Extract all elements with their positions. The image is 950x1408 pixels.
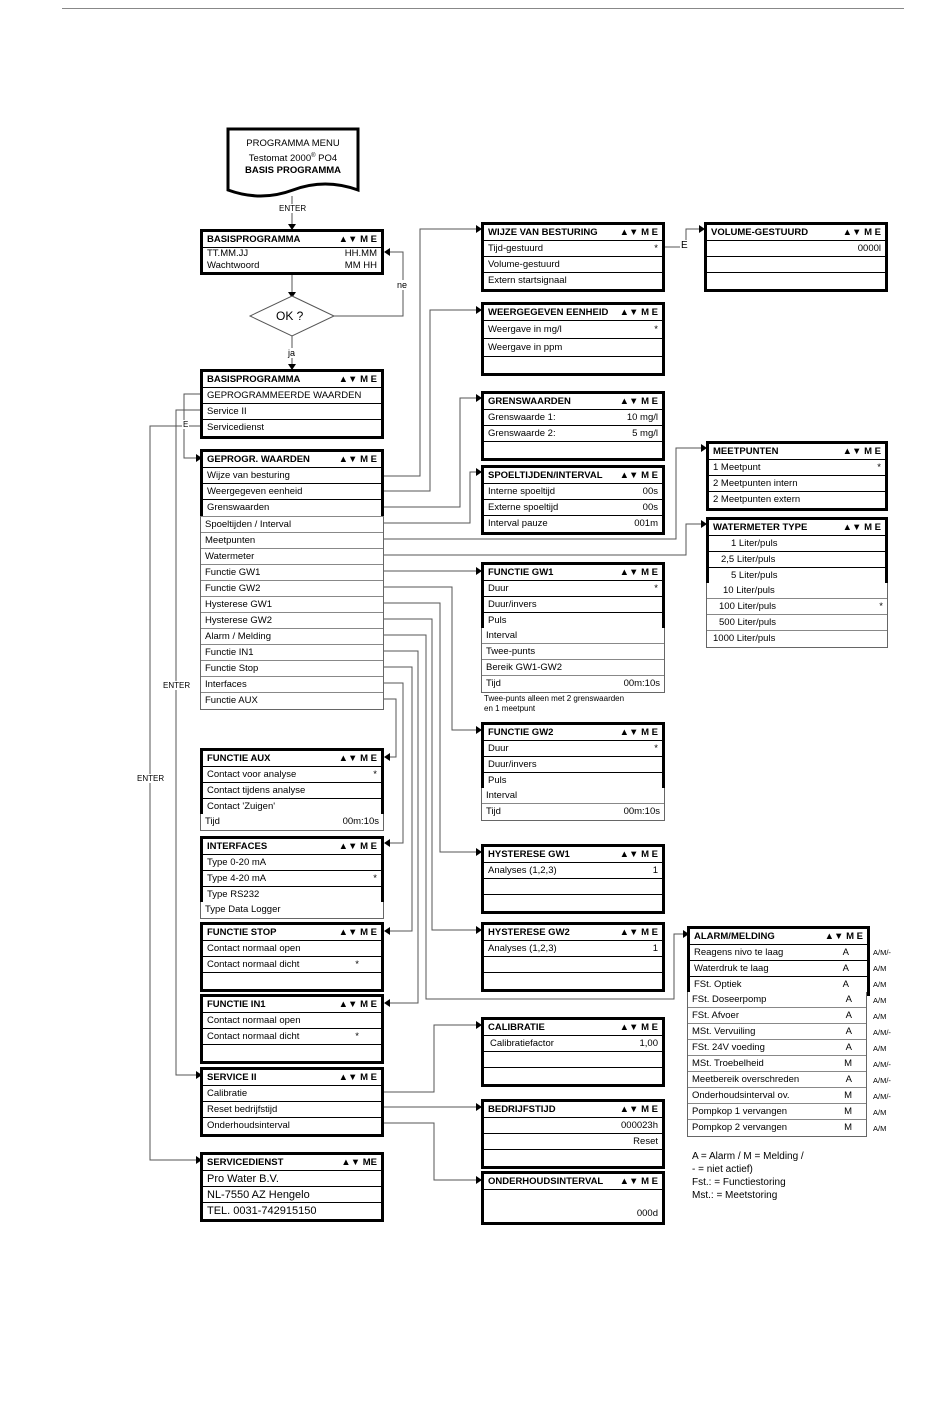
option-row[interactable]: 1 Meetpunt *: [709, 460, 885, 476]
interfaces-more: [200, 902, 384, 919]
empty-row: [484, 879, 662, 895]
empty-row: [203, 973, 381, 989]
empty-row: [484, 1052, 662, 1068]
menu-item[interactable]: Functie Stop: [201, 661, 383, 677]
functie-gw1-more: [481, 628, 665, 693]
empty-row: [484, 973, 662, 989]
start-line3: BASIS PROGRAMMA: [244, 165, 342, 177]
volume-value-row[interactable]: 0000l: [707, 241, 885, 257]
value-row[interactable]: Analyses (1,2,3) 1: [484, 863, 662, 879]
reset-row[interactable]: Reset: [484, 1134, 662, 1150]
option-row[interactable]: 10 Liter/puls: [707, 583, 887, 599]
functie-gw1-screen: FUNCTIE GW1 ▲▼ M E Duur * Duur/invers Puls: [481, 562, 665, 632]
menu-item-calibratie[interactable]: Calibratie: [203, 1086, 381, 1102]
option-row[interactable]: Contact tijdens analyse: [203, 783, 381, 799]
menu-item-geprogrammeerde-waarden[interactable]: GEPROGRAMMEERDE WAARDEN: [203, 388, 381, 404]
menu-item[interactable]: Functie IN1: [201, 645, 383, 661]
option-row[interactable]: 500 Liter/puls: [707, 615, 887, 631]
option-row[interactable]: Twee-punts: [482, 644, 664, 660]
option-row[interactable]: 2 Meetpunten intern: [709, 476, 885, 492]
company-name: Pro Water B.V.: [203, 1171, 381, 1187]
ok-label: OK ?: [276, 309, 304, 323]
alarm-row[interactable]: Meetbereik overschreden A: [688, 1072, 866, 1088]
menu-item-onderhoudsinterval[interactable]: Onderhoudsinterval: [207, 1120, 290, 1131]
option-row[interactable]: Type 0-20 mA: [203, 855, 381, 871]
meetpunten-screen: MEETPUNTEN ▲▼ M E 1 Meetpunt * 2 Meetpunten intern 2 Meetpunten extern: [706, 441, 888, 511]
gw1-note: Twee-punts alleen met 2 grenswaarden en 1 meetpunt: [484, 694, 625, 713]
hours-row: 000023h: [484, 1118, 662, 1134]
functie-gw2-screen: FUNCTIE GW2 ▲▼ M E Duur * Duur/invers Puls: [481, 722, 665, 792]
grenswaarden-screen: GRENSWAARDEN ▲▼ M E Grenswaarde 1: 10 mg/l Grenswaarde 2: 5 mg/l: [481, 391, 665, 461]
alarm-row[interactable]: Onderhoudsinterval ov. M: [688, 1088, 866, 1104]
ne-label: ne: [397, 280, 408, 290]
empty-row: [484, 1068, 662, 1084]
basisprogramma-screen-1: BASISPROGRAMMA ▲▼ M E TT.MM.JJ HH.MM Wachtwoord MM HH: [200, 229, 384, 275]
option-row[interactable]: Tijd 00m:10s: [486, 806, 660, 817]
volume-gestuurd-screen: VOLUME-GESTUURD ▲▼ M E 0000l: [704, 222, 888, 292]
weergegeven-eenheid-screen: WEERGEGEVEN EENHEID ▲▼ M E Weergave in mg/l * Weergave in ppm: [481, 302, 665, 376]
option-row[interactable]: Contact 'Zuigen': [207, 801, 276, 812]
option-row[interactable]: Weergave in mg/l *: [484, 321, 662, 339]
alarm-melding-more: [687, 992, 867, 1137]
option-row[interactable]: Duur/invers: [484, 757, 662, 773]
alarm-legend: A = Alarm / M = Melding / - = niet actief) Fst.: = Functiestoring Mst.: = Meetstoring: [692, 1151, 804, 1201]
empty-row: [484, 357, 662, 373]
alarm-row[interactable]: FSt. Optiek A: [694, 979, 849, 990]
menu-item-reset-bedrijfstijd[interactable]: Reset bedrijfstijd: [203, 1102, 381, 1118]
calibratie-screen: CALIBRATIE ▲▼ M E Calibratiefactor 1,00: [481, 1017, 665, 1087]
option-row[interactable]: 5 Liter/puls: [731, 570, 778, 581]
option-row[interactable]: 1000 Liter/puls: [713, 633, 776, 644]
company-phone: TEL. 0031-742915150: [207, 1205, 317, 1217]
option-row[interactable]: Puls: [488, 615, 507, 626]
password-row[interactable]: Wachtwoord MM HH: [207, 260, 377, 271]
option-row[interactable]: Weergave in ppm: [484, 339, 662, 357]
alarm-row[interactable]: MSt. Vervuiling A: [688, 1024, 866, 1040]
value-row[interactable]: Tijd 00m:10s: [205, 816, 379, 827]
hysterese-gw2-screen: HYSTERESE GW2 ▲▼ M E Analyses (1,2,3) 1: [481, 922, 665, 992]
spoeltijden-screen: SPOELTIJDEN/INTERVAL ▲▼ M E Interne spoeltijd 00s Externe spoeltijd 00s Interval pauze 001m: [481, 465, 665, 535]
enter-label-3: ENTER: [137, 774, 165, 783]
menu-item[interactable]: Spoeltijden / Interval: [201, 517, 383, 533]
functie-in1-screen: FUNCTIE IN1 ▲▼ M E Contact normaal open Contact normaal dicht *: [200, 994, 384, 1064]
option-row[interactable]: Volume-gestuurd: [484, 257, 662, 273]
alarm-row[interactable]: FSt. Afvoer A: [688, 1008, 866, 1024]
days-row[interactable]: 000d: [636, 1208, 658, 1219]
menu-item[interactable]: Weergegeven eenheid: [203, 484, 381, 500]
option-row[interactable]: Interval: [482, 788, 664, 804]
option-row[interactable]: Type 4-20 mA *: [203, 871, 381, 887]
value-row[interactable]: Interne spoeltijd 00s: [484, 484, 662, 500]
alarm-row[interactable]: Waterdruk te laag A: [690, 961, 867, 977]
menu-item[interactable]: Functie AUX: [205, 695, 258, 706]
start-line1: PROGRAMMA MENU: [246, 138, 340, 149]
value-row[interactable]: Grenswaarde 1: 10 mg/l: [484, 410, 662, 426]
menu-item[interactable]: Meetpunten: [201, 533, 383, 549]
option-row[interactable]: Type RS232: [207, 889, 260, 900]
alarm-row[interactable]: Pompkop 1 vervangen M: [688, 1104, 866, 1120]
watermeter-type-more: [706, 583, 888, 648]
option-row[interactable]: Tijd 00m:10s: [486, 678, 660, 689]
option-row[interactable]: Duur/invers: [484, 597, 662, 613]
alarm-row[interactable]: Reagens nivo te laag A: [690, 945, 867, 961]
menu-item[interactable]: Alarm / Melding: [201, 629, 383, 645]
menu-item[interactable]: Interfaces: [201, 677, 383, 693]
company-address: NL-7550 AZ Hengelo: [203, 1187, 381, 1203]
empty-row: [484, 895, 662, 911]
hysterese-gw1-screen: HYSTERESE GW1 ▲▼ M E Analyses (1,2,3) 1: [481, 844, 665, 914]
service-ii-screen: SERVICE II ▲▼ M E Calibratie Reset bedrijfstijd Onderhoudsinterval: [200, 1067, 384, 1137]
option-row[interactable]: Contact normaal open: [203, 941, 381, 957]
option-row[interactable]: Type Data Logger: [205, 904, 281, 915]
interfaces-screen: INTERFACES ▲▼ M E Type 0-20 mA Type 4-20 mA * Type RS232: [200, 836, 384, 906]
menu-item-servicedienst[interactable]: Servicedienst: [207, 422, 265, 433]
bedrijfstijd-screen: BEDRIJFSTIJD ▲▼ M E 000023h Reset: [481, 1099, 665, 1169]
geprogr-waarden-screen: GEPROGR. WAARDEN ▲▼ M E Wijze van besturing Weergegeven eenheid Grenswaarden: [200, 449, 384, 519]
menu-item[interactable]: Hysterese GW2: [201, 613, 383, 629]
value-row[interactable]: Externe spoeltijd 00s: [484, 500, 662, 516]
empty-row: [484, 1190, 662, 1206]
watermeter-type-screen: WATERMETER TYPE ▲▼ M E 1 Liter/puls 2,5 Liter/puls 5 Liter/puls: [706, 517, 888, 587]
wijze-van-besturing-screen: WIJZE VAN BESTURING ▲▼ M E Tijd-gestuurd * Volume-gestuurd Extern startsignaal: [481, 222, 665, 292]
option-row[interactable]: Extern startsignaal: [488, 275, 567, 286]
e-label-1: E: [183, 420, 189, 429]
value-row[interactable]: Analyses (1,2,3) 1: [484, 941, 662, 957]
servicedienst-screen: SERVICEDIENST ▲▼ ME Pro Water B.V. NL-7550 AZ Hengelo TEL. 0031-742915150: [200, 1152, 384, 1222]
value-row[interactable]: Calibratiefactor 1,00: [484, 1036, 662, 1052]
option-row[interactable]: Bereik GW1-GW2: [482, 660, 664, 676]
enter-label-2: ENTER: [163, 681, 191, 690]
option-row[interactable]: 100 Liter/puls *: [707, 599, 887, 615]
e-label-2: E: [681, 240, 688, 251]
option-row[interactable]: 1 Liter/puls: [709, 536, 885, 552]
value-row[interactable]: Grenswaarde 2: 5 mg/l: [484, 426, 662, 442]
empty-row: [203, 1045, 381, 1061]
ja-label: ja: [288, 348, 296, 358]
menu-item[interactable]: Hysterese GW1: [201, 597, 383, 613]
option-row[interactable]: Duur *: [484, 581, 662, 597]
alarm-row[interactable]: FSt. 24V voeding A: [688, 1040, 866, 1056]
alarm-row[interactable]: FSt. Doseerpomp A: [688, 992, 866, 1008]
alarm-row[interactable]: Pompkop 2 vervangen M: [692, 1122, 852, 1133]
option-row[interactable]: Contact voor analyse *: [203, 767, 381, 783]
functie-aux-screen: FUNCTIE AUX ▲▼ M E Contact voor analyse * Contact tijdens analyse Contact 'Zuigen': [200, 748, 384, 818]
onderhoudsinterval-screen: ONDERHOUDSINTERVAL ▲▼ M E 000d: [481, 1171, 665, 1225]
alarm-melding-screen: ALARM/MELDING ▲▼ M E Reagens nivo te laag A Waterdruk te laag A FSt. Optiek A: [687, 926, 870, 996]
functie-gw2-more: [481, 788, 665, 821]
menu-item-service-ii[interactable]: Service II: [203, 404, 381, 420]
date-row[interactable]: TT.MM.JJ HH.MM: [207, 248, 377, 259]
empty-row: [484, 1150, 662, 1166]
functie-aux-more: [200, 814, 384, 831]
option-row[interactable]: Contact normaal dicht *: [203, 1029, 381, 1045]
menu-item[interactable]: Wijze van besturing: [203, 468, 381, 484]
option-row[interactable]: Puls: [488, 775, 507, 786]
functie-stop-screen: FUNCTIE STOP ▲▼ M E Contact normaal open Contact normaal dicht *: [200, 922, 384, 992]
option-row[interactable]: 2 Meetpunten extern: [713, 494, 801, 505]
empty-row: [707, 257, 885, 273]
option-row[interactable]: Contact normaal dicht *: [203, 957, 381, 973]
empty-row: [707, 273, 885, 289]
option-row[interactable]: Duur *: [484, 741, 662, 757]
option-row[interactable]: 2,5 Liter/puls: [709, 552, 885, 568]
start-line2: Testomat 2000® PO4: [248, 153, 338, 165]
menu-item[interactable]: Grenswaarden: [207, 502, 270, 513]
empty-row: [484, 957, 662, 973]
menu-item[interactable]: Functie GW1: [201, 565, 383, 581]
enter-label-1: ENTER: [279, 204, 307, 213]
basisprogramma-screen-2: BASISPROGRAMMA ▲▼ M E GEPROGRAMMEERDE WAARDEN Service II Servicedienst: [200, 369, 384, 439]
menu-item[interactable]: Watermeter: [201, 549, 383, 565]
menu-item[interactable]: Functie GW2: [201, 581, 383, 597]
option-row[interactable]: Tijd-gestuurd *: [484, 241, 662, 257]
value-row[interactable]: Interval pauze 001m: [488, 518, 658, 529]
start-menu-text: [228, 138, 358, 177]
geprogr-waarden-more: [200, 516, 384, 710]
empty-row: [484, 442, 662, 458]
alarm-row[interactable]: MSt. Troebelheid M: [688, 1056, 866, 1072]
option-row[interactable]: Contact normaal open: [203, 1013, 381, 1029]
option-row[interactable]: Interval: [482, 628, 664, 644]
